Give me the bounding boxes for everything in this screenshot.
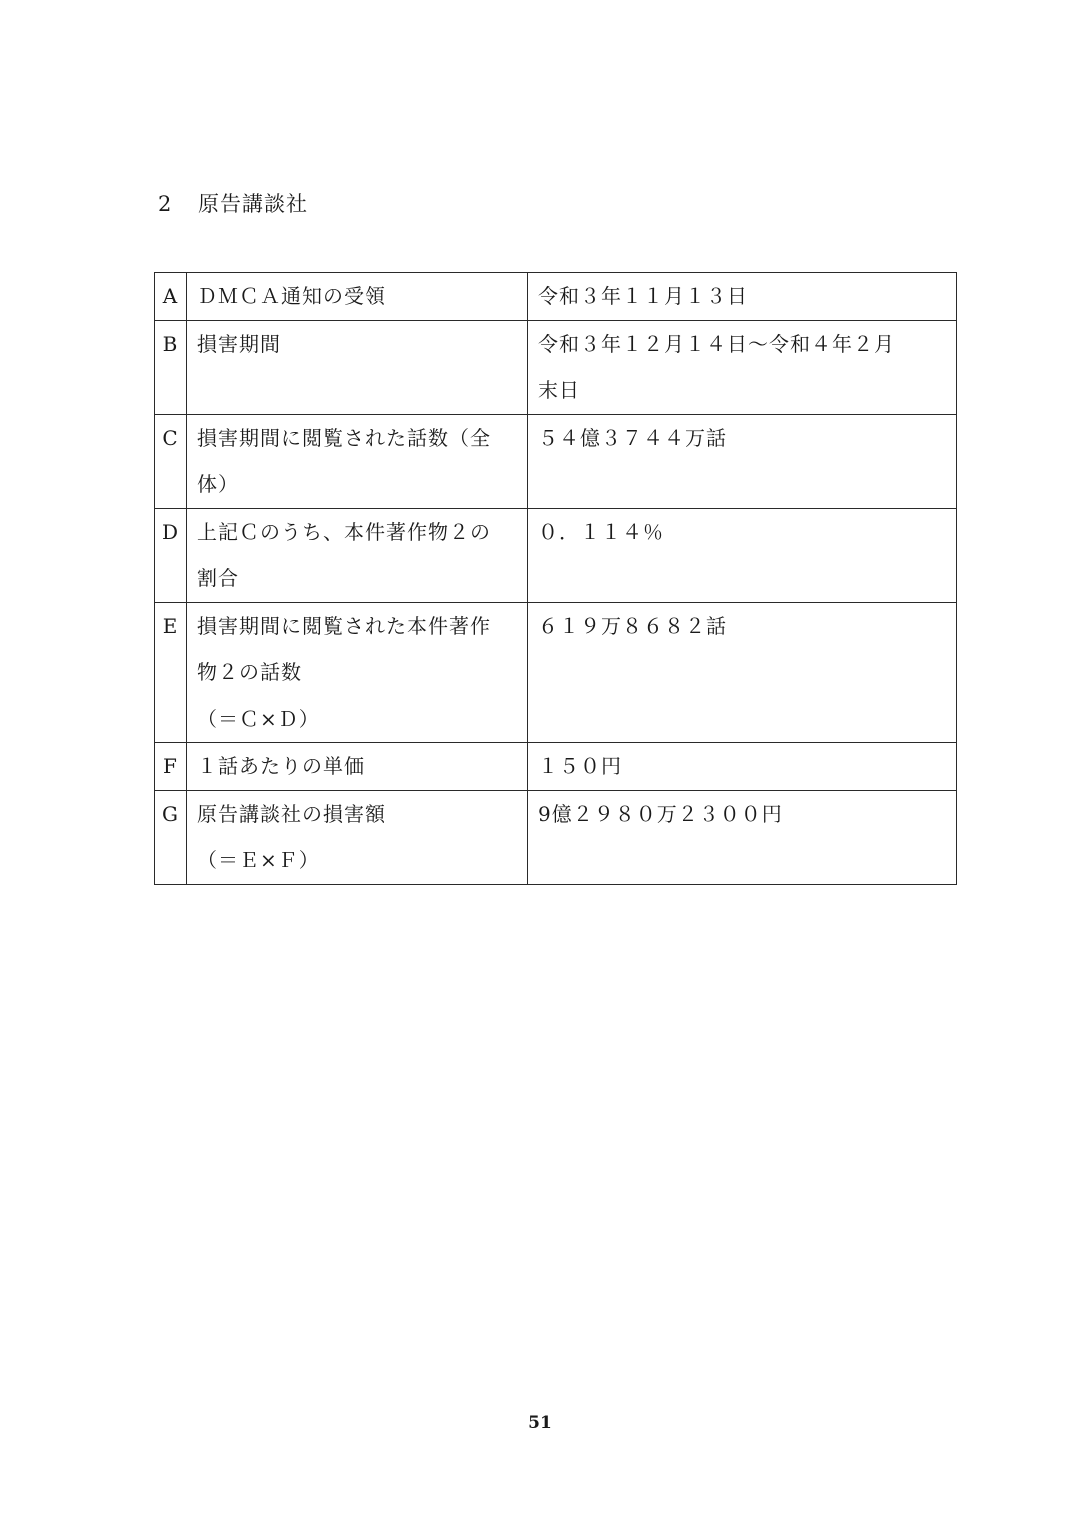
- table-row: [155, 743, 957, 791]
- row-key: G: [155, 790, 187, 884]
- row-key: D: [155, 508, 187, 602]
- row-item: [187, 602, 528, 743]
- section-heading: [158, 188, 308, 218]
- row-key: F: [155, 743, 187, 791]
- row-value-line: ６１９万８６８２話: [538, 613, 727, 638]
- row-value: [528, 273, 957, 321]
- row-item-line: 損害期間に閲覧された本件著作: [197, 613, 491, 638]
- row-item: [187, 508, 528, 602]
- row-key: E: [155, 602, 187, 743]
- table-body: [155, 273, 957, 885]
- row-value-line: 令和３年１２月１４日～令和４年２月: [538, 331, 895, 356]
- row-item-line: 損害期間: [197, 331, 281, 356]
- row-key: C: [155, 414, 187, 508]
- row-item-line: １話あたりの単価: [197, 754, 365, 778]
- table-row: [155, 414, 957, 508]
- row-item-line: 原告講談社の損害額: [197, 801, 386, 826]
- table-row: [155, 508, 957, 602]
- row-item-line: 体）: [197, 472, 239, 496]
- page-number: 51: [528, 1413, 552, 1433]
- row-value-line: ５４億３７４４万話: [538, 425, 727, 450]
- row-value-line: １５０円: [538, 754, 622, 778]
- section-number: 2: [158, 192, 173, 216]
- row-item: [187, 790, 528, 884]
- row-key: B: [155, 320, 187, 414]
- row-item-line: 損害期間に閲覧された話数（全: [197, 425, 491, 450]
- row-value-line: 9億２９８０万２３００円: [538, 801, 783, 826]
- row-item-line: ＤＭＣＡ通知の受領: [197, 284, 386, 308]
- section-title: 原告講談社: [198, 192, 308, 216]
- row-value: [528, 508, 957, 602]
- row-item-line: （＝Ｅ×Ｆ）: [197, 848, 320, 872]
- row-value: [528, 743, 957, 791]
- row-item-line: 物２の話数: [197, 660, 302, 684]
- row-item: [187, 743, 528, 791]
- row-item: [187, 414, 528, 508]
- table-row: [155, 602, 957, 743]
- row-value-line: ０．１１４％: [538, 519, 664, 544]
- table-row: [155, 790, 957, 884]
- row-value: [528, 790, 957, 884]
- row-item: [187, 320, 528, 414]
- row-value: [528, 320, 957, 414]
- row-item: [187, 273, 528, 321]
- row-value: [528, 602, 957, 743]
- table-row: [155, 320, 957, 414]
- row-item-line: 割合: [197, 566, 239, 590]
- row-value: [528, 414, 957, 508]
- row-value-line: 末日: [538, 378, 580, 402]
- table-row: [155, 273, 957, 321]
- row-key: A: [155, 273, 187, 321]
- row-value-line: 令和３年１１月１３日: [538, 284, 748, 308]
- row-item-line: 上記Ｃのうち、本件著作物２の: [197, 519, 491, 544]
- damage-table: [154, 272, 957, 885]
- row-item-line: （＝Ｃ×Ｄ）: [197, 706, 320, 731]
